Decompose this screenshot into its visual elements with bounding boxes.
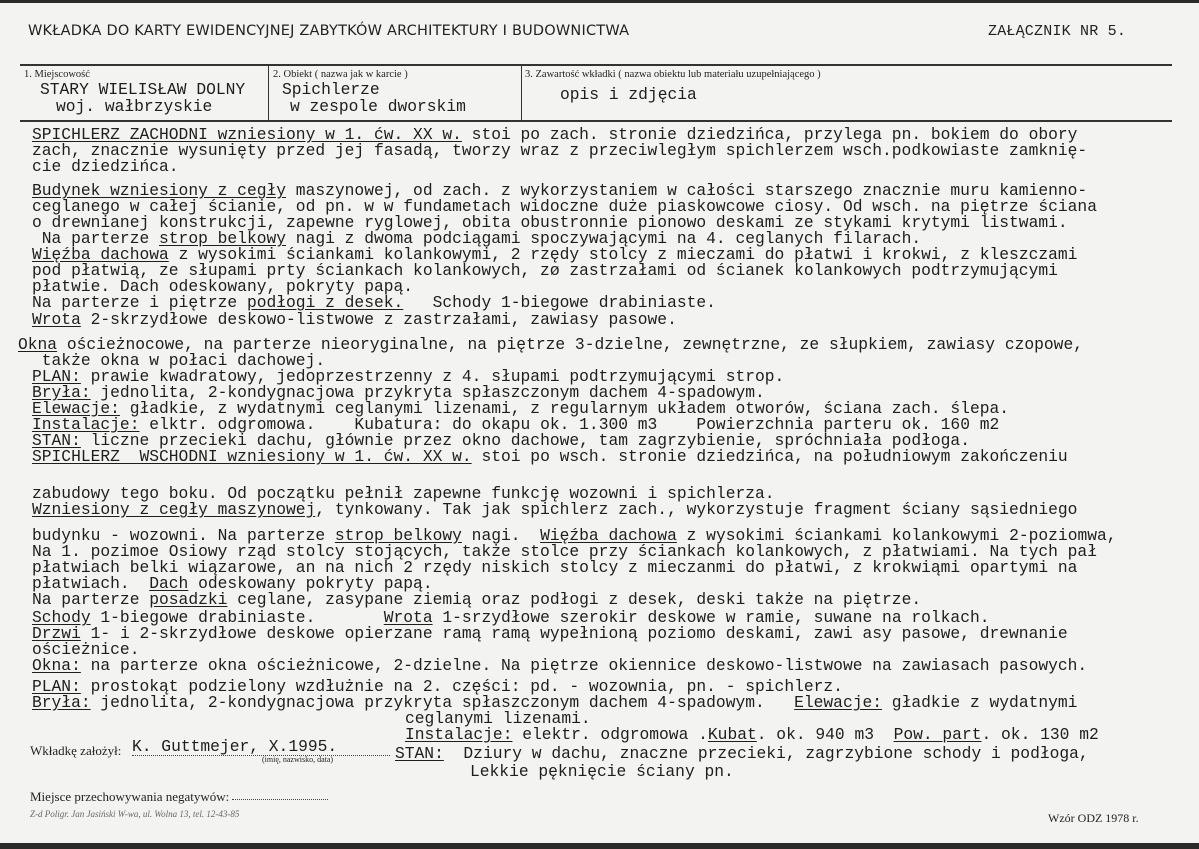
text-segment: Na parterze: [32, 229, 160, 248]
text-segment: zabudowy tego boku. Od początku pełnił zapewne funkcję wozowni i spichlerza.: [32, 484, 775, 503]
text-segment: na parterze okna ościeżnicowe, 2-dzielne. Na piętrze okiennice deskowo-listwowe na zawiasach pasowych.: [80, 656, 1088, 675]
underlined-heading: PLAN:: [32, 677, 81, 696]
field-content-label: 3. Zawartość wkładki ( nazwa obiektu lub materiału uzupełniającego ): [525, 69, 821, 80]
field-voivodeship-value: woj. wałbrzyskie: [56, 97, 213, 116]
text-line: [32, 502, 1077, 518]
underlined-heading: Bryła:: [32, 383, 91, 402]
underlined-heading: Instalacje:: [405, 725, 513, 744]
text-segment: stoi po zach. stronie dziedzińca, przylega pn. bokiem do obory: [461, 125, 1078, 144]
field-object-value: Spichlerze: [282, 80, 380, 99]
underlined-heading: Wzniesiony z cegły maszynowej: [32, 500, 316, 519]
author-hint: (imię, nazwisko, data): [262, 755, 334, 764]
underlined-heading: STAN:: [395, 744, 444, 763]
underlined-heading: PLAN:: [32, 367, 81, 386]
underlined-heading: Wrota: [383, 608, 433, 627]
text-segment: prostokąt podzielony wzdłużnie na 2. części: pd. - wozownia, pn. - spichlerz.: [80, 677, 843, 696]
field-object-label: 2. Obiekt ( nazwa jak w karcie ): [273, 69, 408, 80]
text-segment: także okna w połaci dachowej.: [32, 351, 326, 370]
document-title: WKŁADKA DO KARTY EWIDENCYJNEJ ZABYTKÓW ARCHITEKTURY I BUDOWNICTWA: [28, 23, 630, 39]
text-segment: płatwiach belki wiązarowe, an na nich 2 rzędy niskich stolcy z mieczanmi do płatwi, z krokwiąmi opartymi na: [32, 558, 1078, 577]
text-segment: elektr. odgromowa .: [512, 725, 708, 744]
text-segment: ościeżnocowe, na parterze nieoryginalne, na piętrze 3-dzielne, zewnętrzne, ze słupkiem, zawiasy czopowe,: [57, 335, 1083, 354]
negatives-label: Miejsce przechowywania negatywów:: [30, 789, 230, 804]
underlined-heading: Budynek wzniesiony z cegły: [32, 181, 287, 200]
text-segment: elktr. odgromowa. Kubatura: do okapu ok. 1.300 m3 Powierzchnia parteru ok. 160 m2: [139, 415, 1000, 434]
text-segment: Schody 1-biegowe drabiniaste.: [403, 293, 716, 312]
text-segment: ceglanego w całej ścianie, od pn. w w fundametach widoczne duże piaskowcowe ciosy. Od wsch. na piętrze ściana: [32, 197, 1097, 216]
text-segment: jednolita, 2-kondygnacjowa przykryta spłaszczonym dachem 4-spadowym.: [90, 693, 795, 712]
divider: [521, 64, 522, 122]
field-location-value: STARY WIELISŁAW DOLNY: [40, 80, 246, 99]
text-segment: jednolita, 2-kondygnacjowa przykryta spłaszczonym dachem 4-spadowym.: [90, 383, 765, 402]
underlined-heading: Więźba dachowa: [32, 245, 169, 264]
underlined-heading: strop belkowy: [334, 526, 462, 545]
field-object-value-2: w zespole dworskim: [290, 97, 466, 116]
text-segment: . ok. 130 m2: [981, 725, 1099, 744]
text-segment: Dziury w dachu, znaczne przecieki, zagrzybione schody i podłoga,: [443, 744, 1089, 763]
text-segment: . ok. 940 m3: [756, 725, 894, 744]
underlined-heading: SPICHLERZ ZACHODNI wzniesiony w 1. ćw. XX w.: [32, 125, 462, 144]
text-segment: 1- i 2-skrzydłowe deskowe opierzane ramą ramą wypełnioną poziomo deskami, zawi asy pasowe, drewnanie: [80, 624, 1068, 643]
text-line: [32, 159, 179, 175]
underlined-heading: Bryła:: [32, 693, 91, 712]
text-segment: , tynkowany. Tak jak spichlerz zach., wykorzystuje fragment ściany sąsiedniego: [315, 500, 1078, 519]
text-segment: 2-skrzydłowe deskowo-listwowe z zastrzałami, zawiasy pasowe.: [80, 310, 677, 329]
text-segment: pod płatwią, ze słupami prty ściankach kolankowych, zø zastrzałami od ścianek kolankowych podtrzymującymi: [32, 261, 1058, 280]
underlined-heading: Wrota: [32, 310, 81, 329]
text-segment: ceglane, zasypane ziemią oraz podłogi z desek, deski także na piętrze.: [227, 590, 922, 609]
annex-number: ZAŁĄCZNIK NR 5.: [988, 23, 1127, 40]
divider: [20, 64, 1172, 66]
underlined-heading: posadzki: [149, 590, 228, 609]
text-segment: stoi po wsch. stronie dziedzińca, na południowym zakończeniu: [471, 447, 1068, 466]
document-sheet: [0, 3, 1199, 843]
text-segment: ościeżnice.: [32, 640, 140, 659]
text-line: [32, 626, 1068, 642]
underlined-heading: Kubat: [707, 725, 757, 744]
text-segment: z wysokimi ściankami kolankowymi 2-poziomwa,: [676, 526, 1117, 545]
template-version: Wzór ODZ 1978 r.: [1048, 811, 1139, 825]
text-line: [32, 658, 1087, 674]
text-line: [395, 746, 1089, 762]
text-segment: Lekkie pęknięcie ściany pn.: [470, 762, 734, 781]
text-segment: Na 1. pozimoe Osiowy rząd stolcy stojących, także stolce przy ściankach kolankowych, z płatwiami. Na tych pał: [32, 542, 1097, 561]
text-line: [405, 727, 1099, 743]
text-segment: 1-biegowe drabiniaste.: [90, 608, 384, 627]
underlined-heading: Instalacje:: [32, 415, 140, 434]
underlined-heading: strop belkowy: [159, 229, 287, 248]
text-segment: ceglanymi lizenami.: [405, 709, 591, 728]
text-segment: prawie kwadratowy, jedoprzestrzenny z 4. słupami podtrzymującymi strop.: [80, 367, 785, 386]
text-segment: maszynowej, od zach. z wykorzystaniem w całości starszego znacznie muru kamienno-: [286, 181, 1088, 200]
underlined-heading: Drzwi: [32, 624, 81, 643]
printer-info: Z-d Poligr. Jan Jasiński W-wa, ul. Wolna 13, tel. 12-43-85: [30, 809, 240, 819]
author-label: Wkładkę założył:: [30, 743, 122, 758]
underlined-heading: Pow. part: [893, 725, 982, 744]
underlined-heading: Więźba dachowa: [540, 526, 677, 545]
divider: [20, 120, 1172, 122]
underlined-heading: Schody: [32, 608, 91, 627]
text-segment: zach, znacznie wysunięty przed jej fasadą, tworzy wraz z przeciwległym spichlerzem wsch.podkowiaste zamknię-: [32, 141, 1088, 160]
text-segment: budynku - wozowni. Na parterze: [32, 526, 335, 545]
underlined-heading: Okna:: [32, 656, 81, 675]
divider: [268, 64, 269, 122]
text-segment: płatwie. Dach odeskowany, pokryty papą.: [32, 277, 414, 296]
field-location-label: 1. Miejscowość: [24, 69, 90, 80]
text-line: [32, 295, 716, 311]
text-segment: Na parterze i piętrze: [32, 293, 247, 312]
text-line: [32, 312, 677, 328]
text-line: [470, 764, 734, 780]
text-segment: płatwiach.: [32, 574, 150, 593]
underlined-heading: Okna: [18, 335, 58, 354]
underlined-heading: podłogi z desek.: [246, 293, 404, 312]
text-segment: 1-srzydłowe szerokir deskowe w ramie, suwane na rolkach.: [432, 608, 990, 627]
text-segment: liczne przecieki dachu, głównie przez okno dachowe, tam zagrzybienie, spróchniała podłoga.: [80, 431, 970, 450]
text-line: [32, 449, 1068, 465]
underlined-heading: Elewacje:: [32, 399, 120, 418]
underlined-heading: Elewacje:: [794, 693, 883, 712]
field-content-value: opis i zdjęcia: [560, 85, 697, 104]
text-segment: odeskowany pokryty papą.: [188, 574, 433, 593]
text-segment: nagi z dwoma podciągami spoczywającymi na 4. ceglanych filarach.: [286, 229, 922, 248]
negatives-field: [232, 787, 328, 800]
text-segment: Na parterze: [32, 590, 150, 609]
text-segment: z wysokimi ściankami kolankowymi, 2 rzędy stolcy z mieczami do płatwi i krokwi, z kleszczami: [168, 245, 1078, 264]
underlined-heading: SPICHLERZ WSCHODNI wzniesiony w 1. ćw. XX w.: [32, 447, 472, 466]
text-segment: o drewnianej konstrukcji, zapewne ryglowej, obita obustronnie pionowo deskami ze stykami krytymi listwami.: [32, 213, 1068, 232]
underlined-heading: Dach: [149, 574, 189, 593]
text-segment: nagi.: [461, 526, 541, 545]
text-line: [32, 143, 1087, 159]
text-segment: gładkie, z wydatnymi ceglanymi lizenami, z regularnym układem otworów, ściana zach. ślepa.: [119, 399, 1010, 418]
text-segment: gładkie z wydatnymi: [882, 693, 1078, 712]
underlined-heading: STAN:: [32, 431, 81, 450]
author-value: K. Guttmejer, X.1995.: [132, 739, 390, 756]
text-line: [32, 592, 921, 608]
text-segment: cie dziedzińca.: [32, 157, 179, 176]
